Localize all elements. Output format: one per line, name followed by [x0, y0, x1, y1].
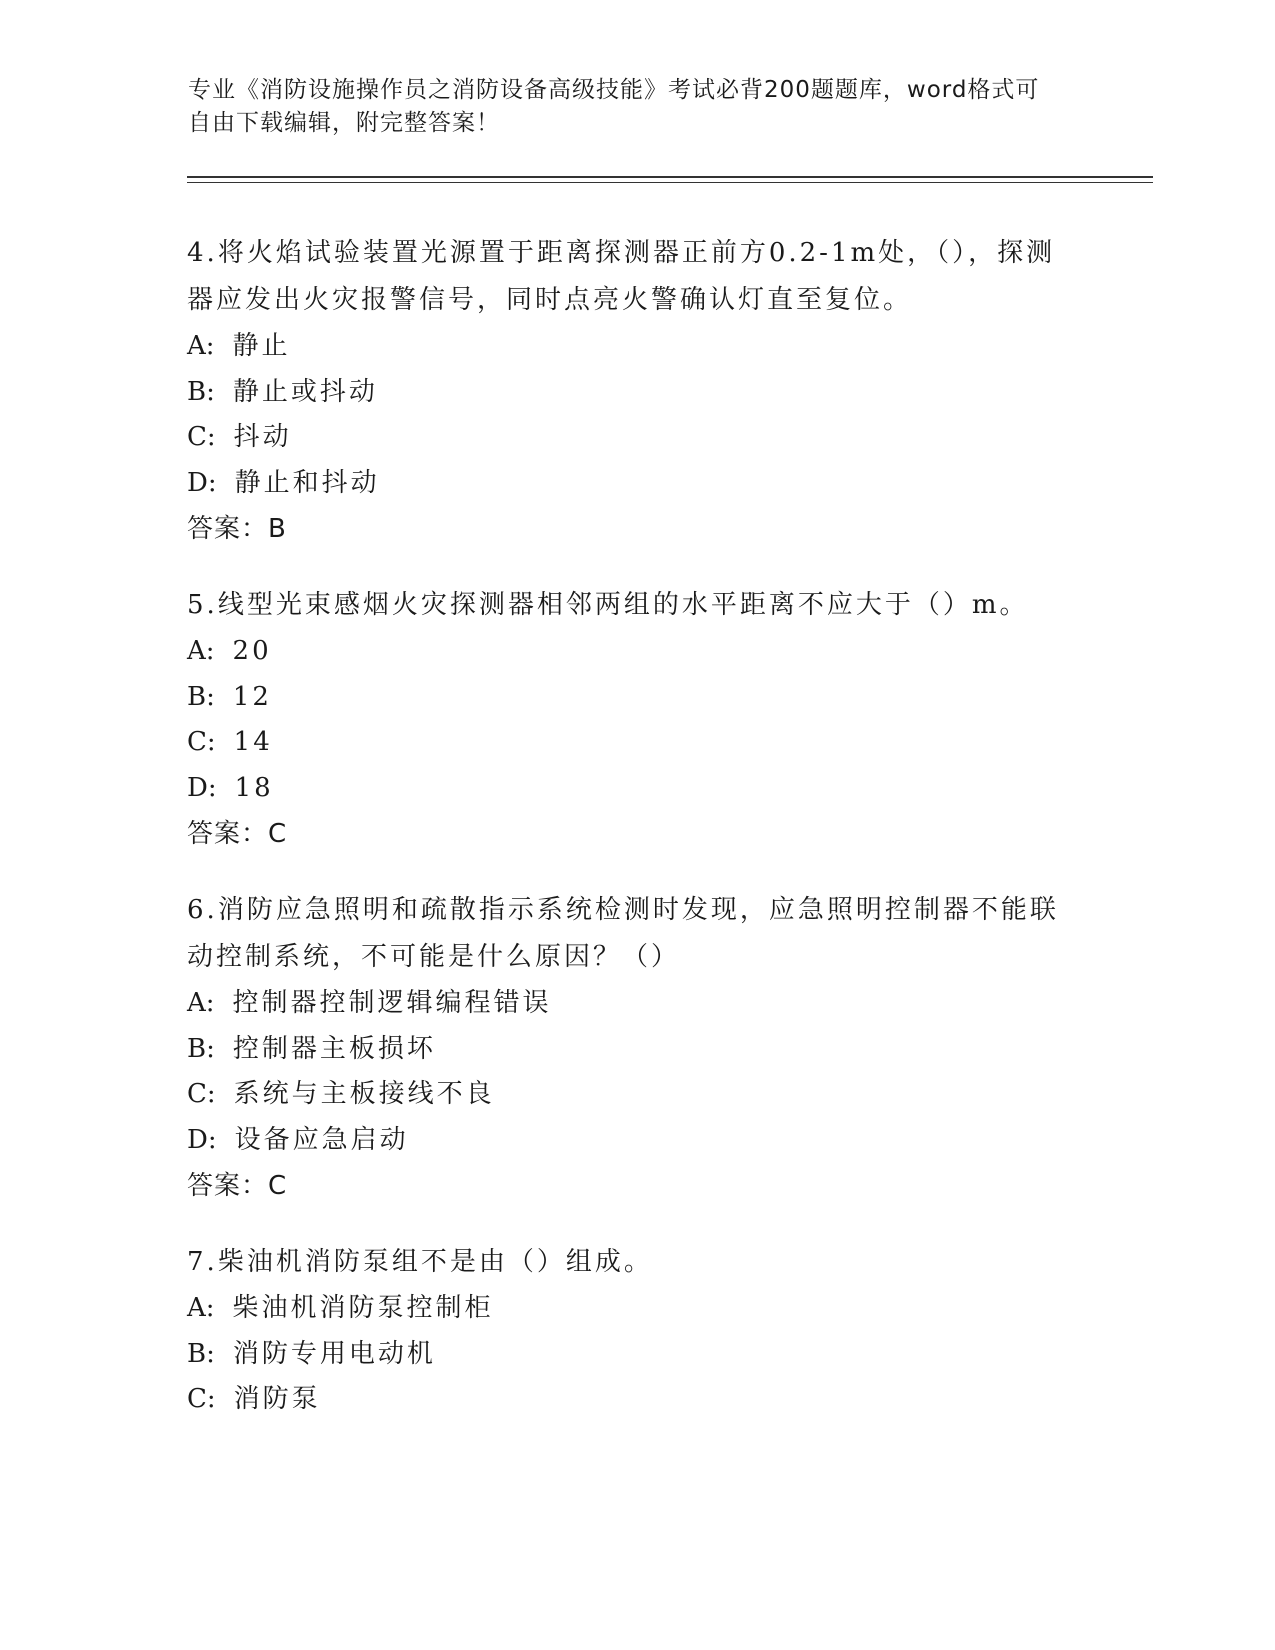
question-4 [187, 230, 1087, 552]
question-text [187, 887, 1087, 934]
header-divider-thin [187, 182, 1153, 183]
answer-line [187, 1163, 1087, 1209]
option-a [187, 981, 1087, 1027]
option-letter: D: [187, 1124, 217, 1155]
option-text: 控制器控制逻辑编程错误 [232, 988, 552, 1018]
question-5 [187, 582, 1087, 857]
option-letter: D: [187, 467, 217, 498]
option-c [187, 415, 1087, 461]
option-text: 12 [232, 681, 272, 712]
option-letter: B: [187, 376, 215, 407]
header-line-2: 自由下载编辑，附完整答案！ [188, 110, 500, 136]
question-7 [187, 1239, 1087, 1423]
option-d [187, 1118, 1087, 1164]
question-text [187, 230, 1087, 277]
answer-line [187, 506, 1087, 552]
option-d [187, 766, 1087, 812]
option-letter: A: [187, 636, 215, 666]
option-text: 柴油机消防泵控制柜 [232, 1293, 494, 1323]
question-number: 4. [187, 238, 218, 268]
option-letter: C: [187, 422, 216, 452]
header-line-1: 专业《消防设施操作员之消防设备高级技能》考试必背200题题库，word格式可 [188, 77, 1040, 103]
option-c [187, 720, 1087, 766]
answer-label: 答案： [187, 514, 269, 544]
option-letter: C: [187, 1079, 216, 1109]
answer-value: B [268, 514, 287, 544]
option-text: 系统与主板接线不良 [233, 1079, 495, 1109]
question-number: 6. [187, 895, 218, 925]
option-a [187, 1286, 1087, 1332]
option-text: 静止或抖动 [232, 376, 378, 407]
question-text-line-2: 动控制系统，不可能是什么原因？（） [187, 942, 681, 972]
question-text-line-1: 消防应急照明和疏散指示系统检测时发现，应急照明控制器不能联 [217, 895, 1059, 925]
answer-label: 答案： [187, 819, 269, 849]
option-text: 消防泵 [233, 1384, 321, 1414]
option-c [187, 1377, 1087, 1423]
question-text-line-1: 线型光束感烟火灾探测器相邻两组的水平距离不应大于（）m。 [217, 590, 1029, 620]
option-text: 静止和抖动 [234, 467, 380, 498]
option-letter: B: [187, 1338, 215, 1369]
answer-line [187, 811, 1087, 857]
option-text: 14 [233, 727, 273, 757]
answer-value: C [268, 1171, 288, 1201]
option-b [187, 675, 1087, 721]
question-text [187, 1239, 1087, 1286]
option-letter: A: [187, 331, 215, 361]
answer-label: 答案： [187, 1171, 269, 1201]
option-text: 控制器主板损坏 [232, 1033, 436, 1064]
question-text [187, 582, 1087, 629]
option-b [187, 1332, 1087, 1378]
question-6 [187, 887, 1087, 1209]
option-text: 设备应急启动 [234, 1124, 409, 1155]
option-letter: C: [187, 1384, 216, 1414]
option-text: 20 [232, 636, 272, 666]
option-d [187, 461, 1087, 507]
option-text: 消防专用电动机 [232, 1338, 436, 1369]
option-b [187, 370, 1087, 416]
option-b [187, 1027, 1087, 1073]
option-letter: D: [187, 772, 217, 803]
question-text-line-1: 柴油机消防泵组不是由（）组成。 [217, 1247, 653, 1277]
answer-value: C [268, 819, 288, 849]
question-list [187, 230, 1087, 1453]
question-number: 5. [187, 590, 218, 620]
option-text: 静止 [232, 331, 291, 361]
option-a [187, 324, 1087, 370]
option-letter: B: [187, 681, 215, 712]
question-number: 7. [187, 1247, 218, 1277]
question-text-line-1: 将火焰试验装置光源置于距离探测器正前方0.2-1m处，（），探测 [217, 238, 1056, 268]
option-text: 抖动 [233, 422, 292, 452]
question-text-line-2: 器应发出火灾报警信号，同时点亮火警确认灯直至复位。 [187, 285, 913, 315]
option-letter: B: [187, 1033, 215, 1064]
header-divider-thick [187, 176, 1153, 178]
option-letter: C: [187, 727, 216, 757]
option-c [187, 1072, 1087, 1118]
option-text: 18 [234, 772, 274, 803]
document-header [188, 74, 1068, 140]
option-letter: A: [187, 1293, 215, 1323]
option-letter: A: [187, 988, 215, 1018]
option-a [187, 629, 1087, 675]
